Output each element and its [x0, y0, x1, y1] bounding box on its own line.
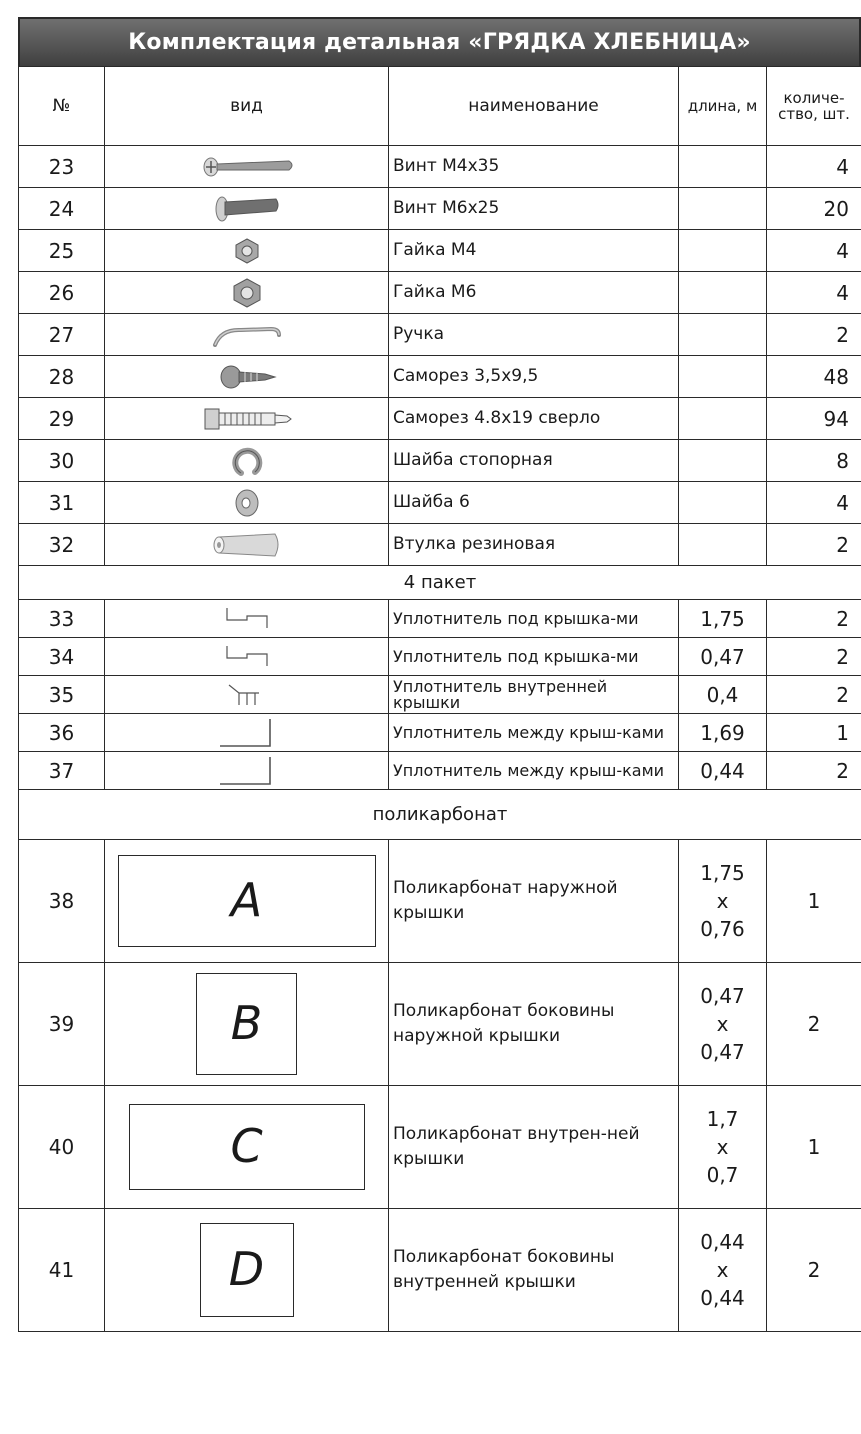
part-name: Поликарбонат боковины внутренней крышки — [389, 1209, 679, 1332]
table-row — [19, 230, 861, 272]
part-quantity: 8 — [767, 440, 861, 482]
part-number: 25 — [19, 230, 105, 272]
nut-m6-icon — [231, 277, 263, 309]
part-number: 30 — [19, 440, 105, 482]
table-row — [19, 714, 861, 752]
table-row — [19, 356, 861, 398]
part-quantity: 4 — [767, 146, 861, 188]
seal-profile-step-icon — [225, 606, 269, 632]
group-header-polycarbonate: поликарбонат — [19, 790, 861, 840]
panel-b-diagram: B — [196, 973, 297, 1075]
header-length: длина, м — [679, 67, 767, 146]
part-quantity: 2 — [767, 638, 861, 676]
rubber-bushing-icon — [209, 532, 285, 558]
parts-table — [18, 66, 861, 1332]
table-row — [19, 146, 861, 188]
nut-m4-icon — [233, 237, 261, 265]
table-header-row — [19, 67, 861, 146]
part-quantity: 2 — [767, 314, 861, 356]
group-header-package-4: 4 пакет — [19, 566, 861, 600]
part-name: Гайка М6 — [389, 272, 679, 314]
part-length: 0,47 х 0,47 — [679, 963, 767, 1086]
part-length — [679, 188, 767, 230]
part-length: 1,75 — [679, 600, 767, 638]
parts-list-sheet — [18, 17, 861, 1332]
part-quantity: 20 — [767, 188, 861, 230]
self-tapping-screw-icon — [217, 364, 277, 390]
part-number: 35 — [19, 676, 105, 714]
part-quantity: 2 — [767, 752, 861, 790]
part-name: Поликарбонат боковины наружной крышки — [389, 963, 679, 1086]
part-length: 0,47 — [679, 638, 767, 676]
part-quantity: 1 — [767, 714, 861, 752]
part-number: 32 — [19, 524, 105, 566]
part-name: Поликарбонат внутрен-ней крышки — [389, 1086, 679, 1209]
part-length — [679, 524, 767, 566]
part-length — [679, 230, 767, 272]
part-length: 0,4 — [679, 676, 767, 714]
part-length — [679, 398, 767, 440]
panel-c-diagram: C — [129, 1104, 365, 1190]
part-quantity: 2 — [767, 1209, 861, 1332]
washer-icon — [233, 488, 261, 518]
part-number: 38 — [19, 840, 105, 963]
part-name: Втулка резиновая — [389, 524, 679, 566]
table-row — [19, 188, 861, 230]
table-row — [19, 963, 861, 1086]
part-quantity: 4 — [767, 482, 861, 524]
part-length: 0,44 — [679, 752, 767, 790]
table-row — [19, 398, 861, 440]
part-length: 1,7 х 0,7 — [679, 1086, 767, 1209]
table-row — [19, 314, 861, 356]
part-name: Шайба стопорная — [389, 440, 679, 482]
part-number: 23 — [19, 146, 105, 188]
part-quantity: 94 — [767, 398, 861, 440]
part-name: Уплотнитель между крыш-ками — [389, 714, 679, 752]
part-number: 24 — [19, 188, 105, 230]
part-length — [679, 356, 767, 398]
part-name: Винт М6х25 — [389, 188, 679, 230]
table-row — [19, 1209, 861, 1332]
table-row — [19, 1086, 861, 1209]
part-number: 40 — [19, 1086, 105, 1209]
part-name: Поликарбонат наружной крышки — [389, 840, 679, 963]
table-row — [19, 752, 861, 790]
table-row — [19, 482, 861, 524]
panel-a-diagram: A — [118, 855, 376, 947]
part-quantity: 2 — [767, 963, 861, 1086]
table-row — [19, 524, 861, 566]
part-name: Уплотнитель внутренней крышки — [389, 676, 679, 714]
part-length — [679, 440, 767, 482]
part-length: 0,44 х 0,44 — [679, 1209, 767, 1332]
part-name: Уплотнитель между крыш-ками — [389, 752, 679, 790]
part-length: 1,75 х 0,76 — [679, 840, 767, 963]
part-quantity: 1 — [767, 1086, 861, 1209]
part-name: Уплотнитель под крышка-ми — [389, 638, 679, 676]
part-length — [679, 146, 767, 188]
part-number: 27 — [19, 314, 105, 356]
seal-profile-corner-icon — [218, 755, 276, 787]
seal-profile-step-icon — [225, 644, 269, 670]
header-name: наименование — [389, 67, 679, 146]
table-row — [19, 638, 861, 676]
part-quantity: 1 — [767, 840, 861, 963]
part-quantity: 2 — [767, 600, 861, 638]
part-name: Саморез 4.8х19 сверло — [389, 398, 679, 440]
page-bottom-edge — [0, 1414, 861, 1434]
part-quantity: 4 — [767, 272, 861, 314]
group-row — [19, 790, 861, 840]
table-row — [19, 840, 861, 963]
part-number: 33 — [19, 600, 105, 638]
part-quantity: 2 — [767, 676, 861, 714]
table-row — [19, 676, 861, 714]
lock-washer-icon — [231, 445, 263, 477]
part-number: 26 — [19, 272, 105, 314]
part-length — [679, 272, 767, 314]
part-name: Гайка М4 — [389, 230, 679, 272]
part-name: Ручка — [389, 314, 679, 356]
part-name: Шайба 6 — [389, 482, 679, 524]
table-row — [19, 440, 861, 482]
part-length: 1,69 — [679, 714, 767, 752]
part-length — [679, 482, 767, 524]
seal-profile-corner-icon — [218, 717, 276, 749]
header-view: вид — [105, 67, 389, 146]
part-length — [679, 314, 767, 356]
drill-screw-icon — [201, 407, 293, 431]
part-number: 41 — [19, 1209, 105, 1332]
part-quantity: 2 — [767, 524, 861, 566]
screw-m6x25-icon — [212, 195, 282, 223]
seal-profile-inner-icon — [225, 681, 269, 709]
header-num: № — [19, 67, 105, 146]
part-name: Винт М4х35 — [389, 146, 679, 188]
table-row — [19, 600, 861, 638]
part-number: 28 — [19, 356, 105, 398]
document-title: Комплектация детальная «ГРЯДКА ХЛЕБНИЦА» — [18, 17, 861, 66]
screw-m4x35-icon — [197, 156, 297, 178]
header-quantity: количе-ство, шт. — [767, 67, 861, 146]
part-number: 34 — [19, 638, 105, 676]
panel-d-diagram: D — [200, 1223, 294, 1317]
part-quantity: 4 — [767, 230, 861, 272]
part-number: 31 — [19, 482, 105, 524]
part-number: 39 — [19, 963, 105, 1086]
part-name: Саморез 3,5х9,5 — [389, 356, 679, 398]
part-number: 37 — [19, 752, 105, 790]
part-number: 29 — [19, 398, 105, 440]
part-number: 36 — [19, 714, 105, 752]
part-name: Уплотнитель под крышка-ми — [389, 600, 679, 638]
part-quantity: 48 — [767, 356, 861, 398]
handle-icon — [211, 323, 283, 347]
group-row — [19, 566, 861, 600]
table-row — [19, 272, 861, 314]
